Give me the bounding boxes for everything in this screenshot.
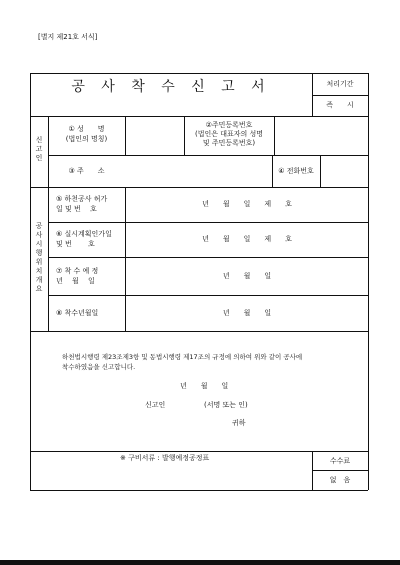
work-overview-section-label: 공사시행위치개요 <box>35 222 43 293</box>
address-field[interactable] <box>126 156 271 186</box>
fee-header: 수수료 <box>329 457 351 465</box>
corporate-name-label: (법인의 명칭) <box>65 135 108 143</box>
phone-field[interactable] <box>321 156 367 186</box>
form-title: 공 사 착 수 신 고 서 <box>71 79 271 95</box>
form-number-label: [별지 제21호 서식] <box>38 33 98 41</box>
addressee-label: 귀하 <box>232 419 246 427</box>
resident-number-label: ②주민등록번호 <box>205 121 253 129</box>
resident-number-field[interactable] <box>275 117 367 154</box>
permit-label: ⑤ 하천공사 허가 <box>56 195 108 203</box>
declaration-text-line-2: 착수하였음을 신고합니다. <box>62 363 136 371</box>
declaration-date-field[interactable]: 년 월 일 <box>180 382 229 390</box>
permit-label-2: 일 및 번 호 <box>56 205 97 213</box>
signature-placeholder[interactable]: (서명 또는 인) <box>204 401 248 409</box>
plan-approval-date-number-field[interactable]: 년 월 일 제 호 <box>202 235 292 243</box>
processing-period-header: 처리기간 <box>326 80 354 88</box>
start-date-field[interactable]: 년 월 일 <box>222 309 272 317</box>
plan-approval-label: ⑥ 실시계획인가일 <box>56 230 112 238</box>
applicant-section-label: 신고인 <box>35 136 43 162</box>
permit-date-number-field[interactable]: 년 월 일 제 호 <box>202 200 292 208</box>
planned-start-label: ⑦ 착 수 예 정 <box>56 267 99 275</box>
reporter-label: 신고인 <box>145 401 166 409</box>
fee-value: 없 음 <box>329 476 351 484</box>
required-documents-note: ※ 구비서류 : 발행예정공정표 <box>120 454 210 462</box>
name-label: ① 성 명 <box>68 125 105 133</box>
processing-period-value: 즉 시 <box>326 101 354 109</box>
representative-label: (법인은 대표자의 성명 <box>194 130 264 138</box>
start-date-label: ⑧ 착수년월일 <box>56 309 99 317</box>
plan-approval-label-2: 및 번 호 <box>56 240 95 248</box>
representative-number-label: 및 주민등록번호) <box>202 139 256 147</box>
name-field[interactable] <box>126 117 183 154</box>
planned-start-label-2: 년 월 일 <box>56 277 95 285</box>
page-bottom-border <box>0 560 400 565</box>
address-label: ③ 주 소 <box>68 167 105 175</box>
planned-start-date-field[interactable]: 년 월 일 <box>222 272 272 280</box>
phone-label: ④ 전화번호 <box>278 167 314 175</box>
declaration-text-line-1: 하천법시행령 제23조제3항 및 동법시행령 제17조의 규정에 의하여 위와 같이 공사에 <box>62 353 303 361</box>
